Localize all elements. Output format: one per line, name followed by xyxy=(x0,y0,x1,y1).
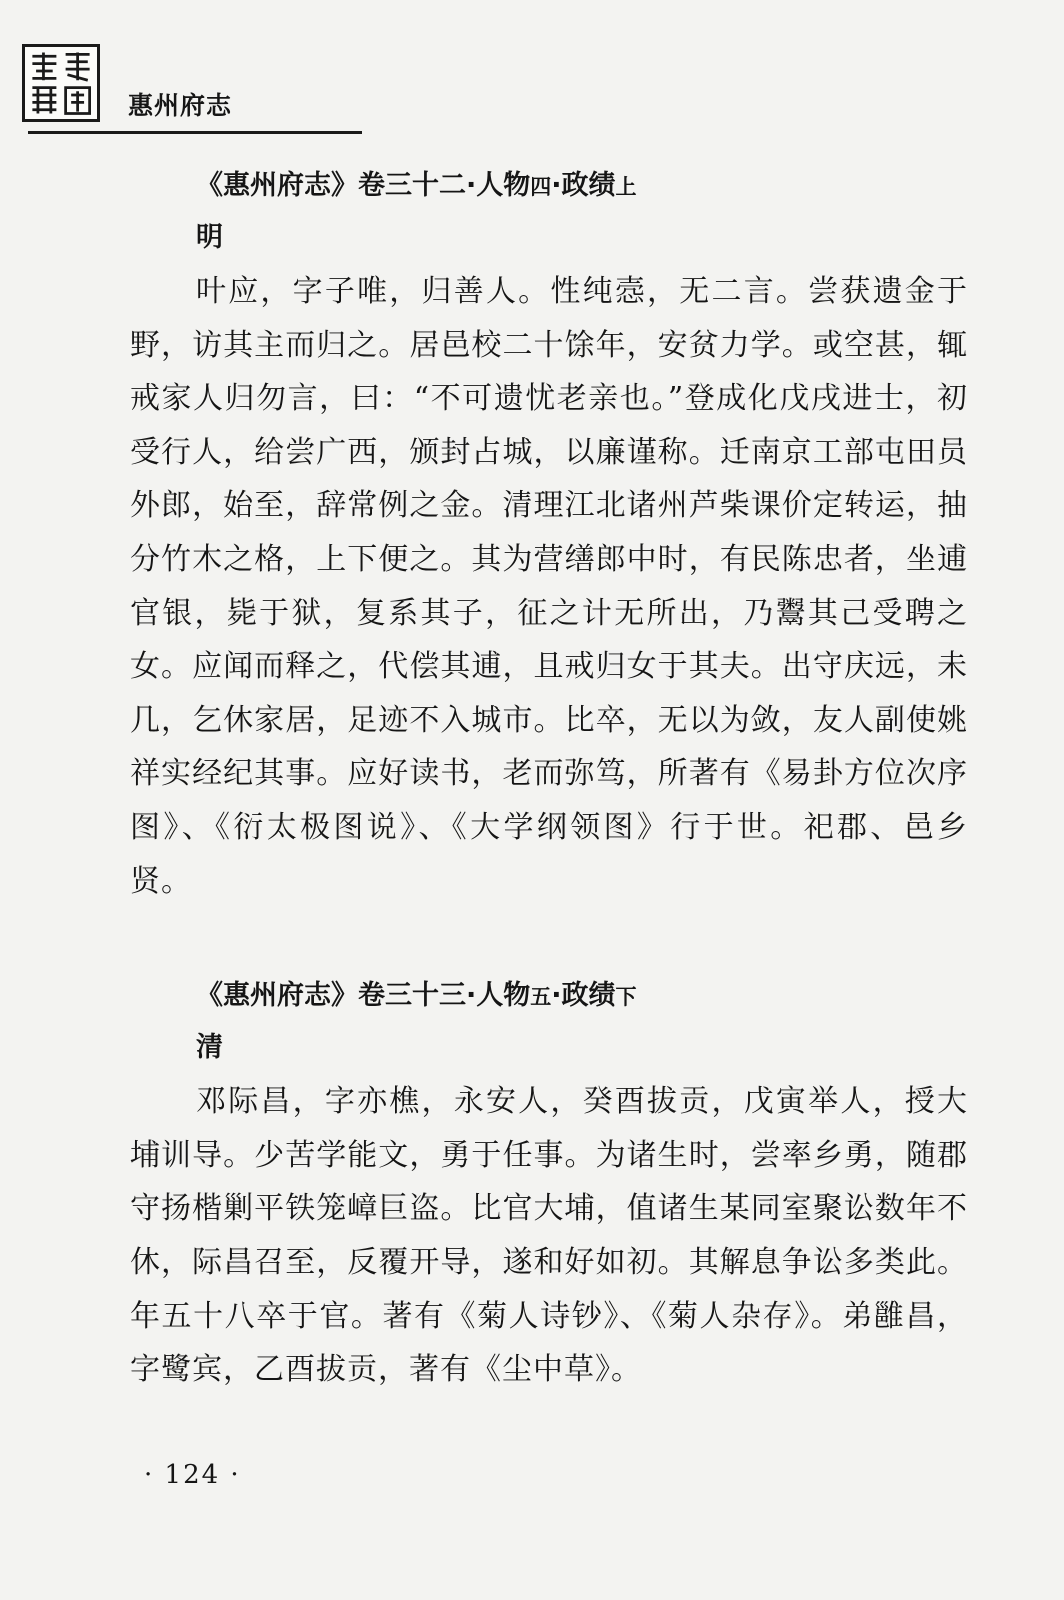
dynasty-heading: 清 xyxy=(196,1032,223,1064)
header-rule xyxy=(28,131,362,134)
section-title xyxy=(196,972,968,1021)
section-title-mid: ·政绩 xyxy=(551,980,616,1012)
seal-stamp-icon xyxy=(22,44,100,122)
section-title-sub: 四 xyxy=(530,175,552,199)
section-title xyxy=(196,162,968,211)
section-title-main: 《惠州府志》卷三十三·人物 xyxy=(196,980,531,1012)
dynasty-heading: 明 xyxy=(196,222,223,253)
section-title-sub: 下 xyxy=(615,985,637,1010)
section-title-sub: 上 xyxy=(615,175,637,199)
section-title-sub: 五 xyxy=(530,985,552,1010)
page-content xyxy=(130,162,968,1397)
section-title-main: 《惠州府志》卷三十二·人物 xyxy=(196,170,531,201)
running-head-title: 惠州府志 xyxy=(128,91,233,120)
biography-paragraph: 叶应，字子唯，归善人。性纯悫，无二言。尝获遗金于野，访其主而归之。居邑校二十馀年，安贫力学。或空甚，辄戒家人归勿言，曰：“不可遗忧老亲也。”登成化戊戌进士，初受行人，给尝广西，颁封占城，以廉谨称。迁南京工部屯田员外郎，始至，辞常例之金。清理江北诸州芦柴课价定转运，抽分竹木之格，上下便之。其为营缮郎中时，有民陈忠者，坐逋官银，毙于狱，复系其子，征之计无所出，乃鬻其己受聘之女。应闻而释之，代偿其逋，且戒归女于其夫。出守庆远，未几，乞休家居，足迹不入城市。比卒，无以为敛，友人副使姚祥实经纪其事。应好读书，老而弥笃，所著有《易卦方位次序图》、《衍太极图说》、《大学纲领图》行于世。祀郡、邑乡贤。 xyxy=(130,274,968,899)
page-number: · 124 · xyxy=(144,1460,241,1490)
biography-paragraph: 邓际昌，字亦樵，永安人，癸酉拔贡，戊寅举人，授大埔训导。少苦学能文，勇于任事。为诸生时，尝率乡勇，随郡守扬楷剿平铁笼嶂巨盗。比官大埔，值诸生某同室聚讼数年不休，际昌召至，反覆开导，遂和好如初。其解息争讼多类此。年五十八卒于官。著有《菊人诗钞》、《菊人杂存》。弟雝昌，字鹭宾，乙酉拔贡，著有《尘中草》。 xyxy=(130,1084,968,1388)
section-title-mid: ·政绩 xyxy=(551,170,616,201)
